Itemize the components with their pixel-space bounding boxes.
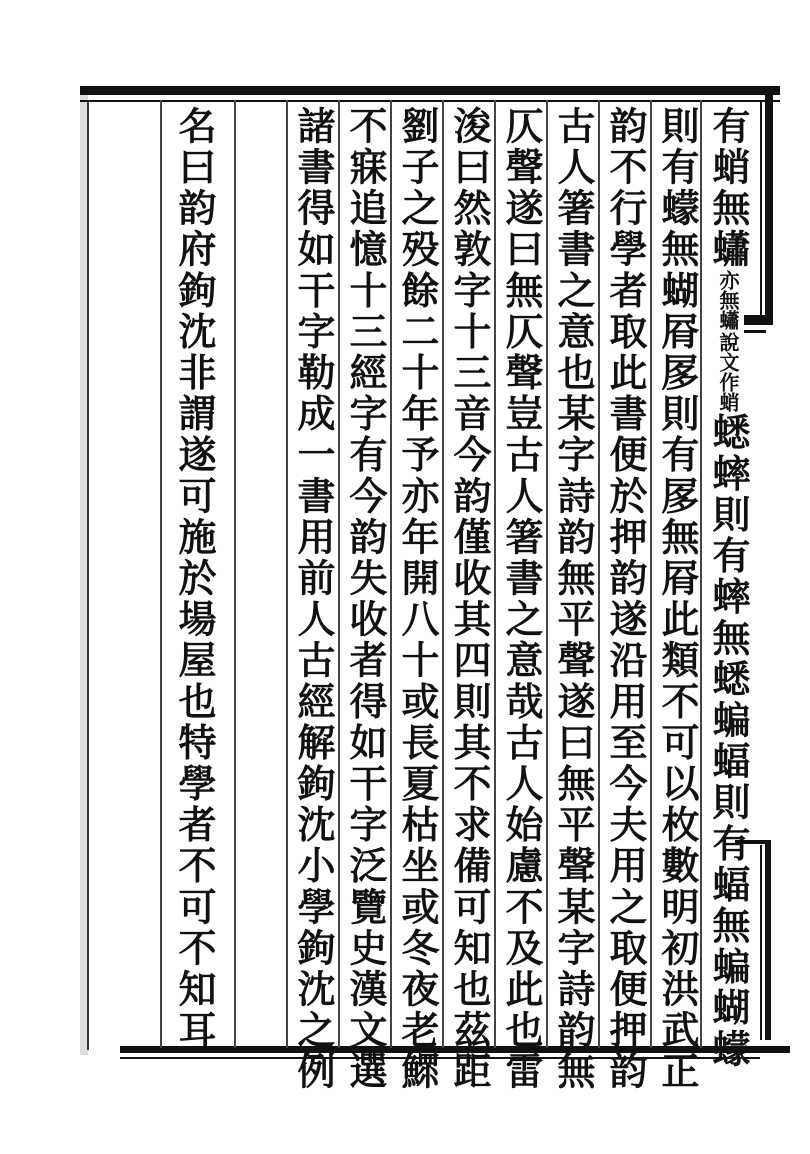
text-column-5: 仄聲遂曰無仄聲豈古人箸書之意哉古人始慮不及此也雷 bbox=[499, 106, 544, 1093]
right-frame-lower-thin bbox=[760, 845, 762, 1040]
column-divider bbox=[598, 100, 600, 1048]
note-left-line: 亦無蠨 bbox=[716, 270, 740, 331]
interlinear-note bbox=[718, 270, 738, 412]
text-column-8: 不寐追憶十三經字有今韵失收者得如干字泛覽史漢文選 bbox=[343, 106, 388, 1093]
top-border-thick bbox=[80, 86, 780, 95]
text-column-2: 則有蠓無蝴㞕㞔則有㞔無㞕此類不可以枚數明初洪武正 bbox=[655, 106, 700, 1093]
column-divider bbox=[546, 100, 548, 1048]
top-border-thin bbox=[80, 100, 780, 102]
note-right-line: 說文作蛸 bbox=[716, 332, 740, 413]
right-frame-upper bbox=[765, 95, 773, 325]
column-divider bbox=[234, 100, 236, 1048]
text-column-9: 諸書得如干字勒成一書用前人古經解鉤沈小學鉤沈之例 bbox=[291, 106, 336, 1093]
binding-edge-line bbox=[87, 100, 89, 1050]
column-divider bbox=[494, 100, 496, 1048]
right-frame-upper-thin bbox=[760, 100, 762, 325]
text-column-7: 劉子之殁餘二十年予亦年開八十或長夏枯坐或冬夜老鰥 bbox=[395, 106, 440, 1093]
column-divider bbox=[700, 100, 702, 1048]
column-divider bbox=[160, 100, 162, 1048]
text-column-3: 韵不行學者取此書便於押韵遂沿用至今夫用之取便押韵 bbox=[603, 106, 648, 1093]
column-divider bbox=[338, 100, 340, 1048]
text-column-10: 名曰韵府鉤沈非謂遂可施於場屋也特學者不可不知耳 bbox=[172, 106, 217, 1052]
text-column-1 bbox=[706, 106, 750, 1070]
column-1-main-before: 有蛸無蠨 bbox=[706, 106, 751, 271]
text-column-6: 浚曰然敦字十三音今韵僅收其四則其不求備可知也茲距 bbox=[447, 106, 492, 1093]
column-divider bbox=[442, 100, 444, 1048]
column-1-main-after: 蟋蟀則有蟀無蟋蝙蝠則有蝠無蝙蝴蠓 bbox=[706, 412, 751, 1071]
text-column-4: 古人箸書之意也某字詩韵無平聲遂曰無平聲某字詩韵無 bbox=[551, 106, 596, 1093]
column-divider bbox=[390, 100, 392, 1048]
column-divider bbox=[650, 100, 652, 1048]
column-divider bbox=[286, 100, 288, 1048]
right-frame-lower bbox=[765, 840, 771, 1040]
